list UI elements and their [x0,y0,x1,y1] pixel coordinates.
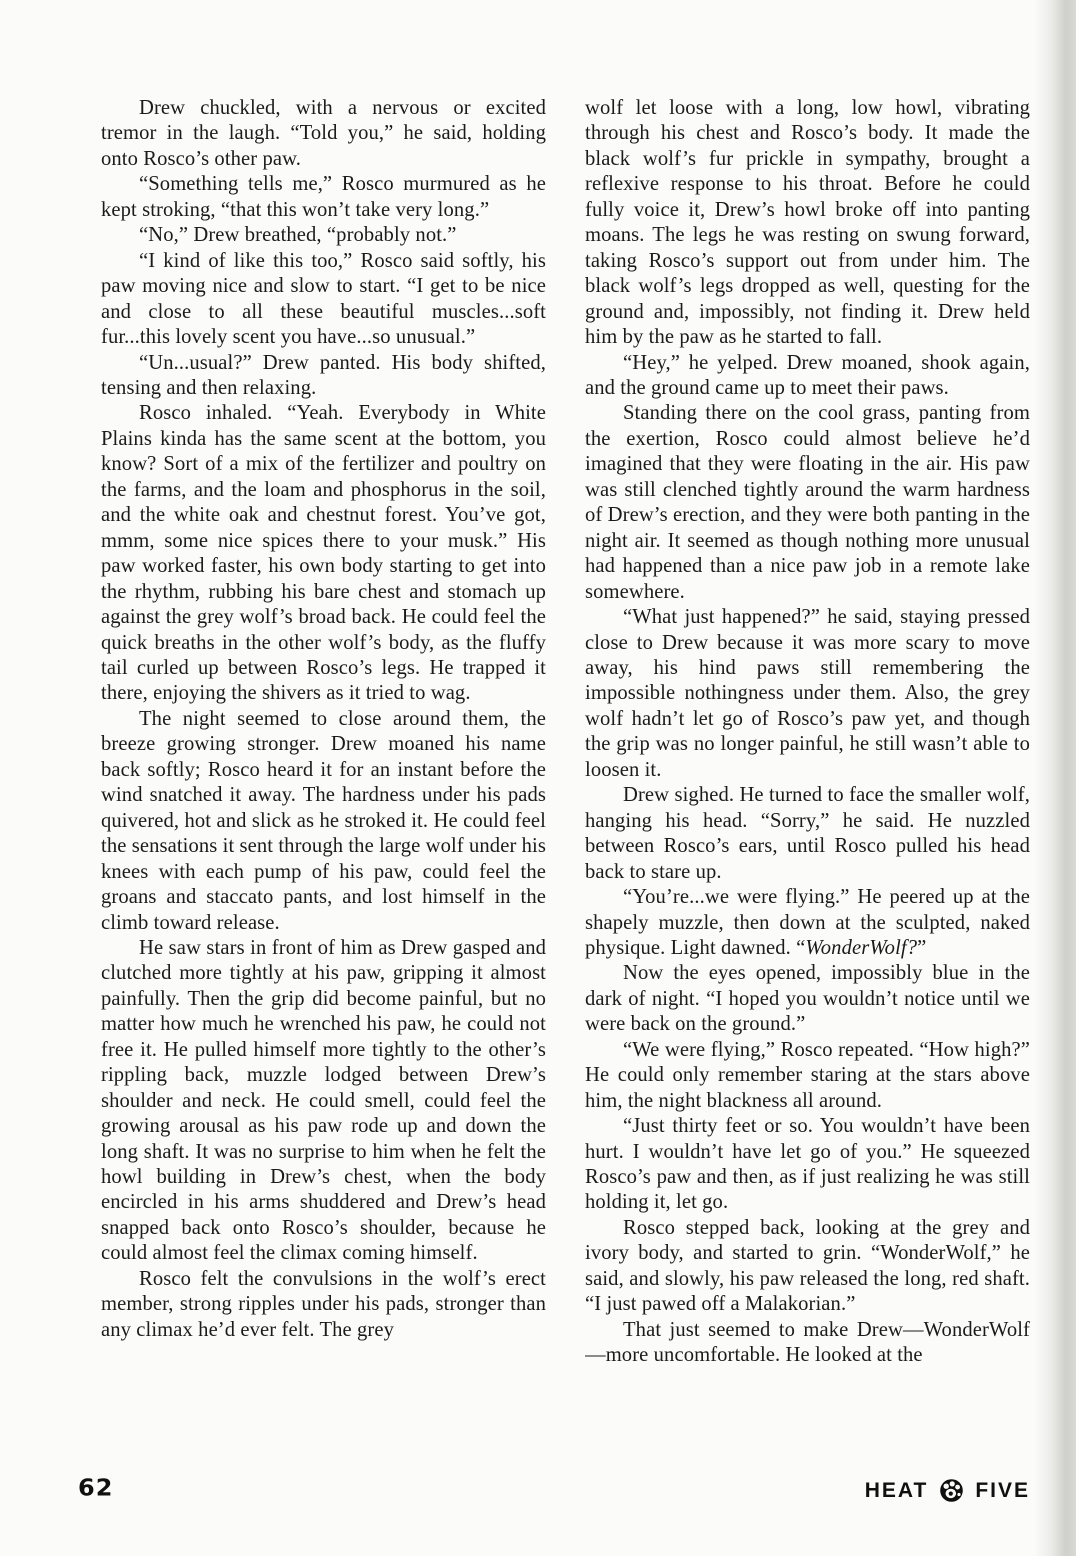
story-paragraph: “You’re...we were flying.” He peered up at the shapely muzzle, then down at the sculpted, naked physique. Light dawned. “WonderWolf?” [585,886,1030,959]
story-paragraph: “Something tells me,” Rosco murmured as he kept stroking, “that this won’t take very long.” [101,173,546,221]
page-edge-shadow [1034,0,1076,1556]
story-text [101,96,1030,1486]
story-paragraph: “Un...usual?” Drew panted. His body shifted, tensing and then relaxing. [101,351,546,399]
text-column-right [585,96,1030,1486]
text-column-left [101,96,546,1486]
publication-title: HEAT [864,1478,929,1502]
story-paragraph: Drew sighed. He turned to face the smaller wolf, hanging his head. “Sorry,” he said. He nuzzled between Rosco’s ears, until Rosco pulled his head back to stare up. [585,784,1030,883]
story-paragraph: Now the eyes opened, impossibly blue in the dark of night. “I hoped you wouldn’t notice until we were back on the ground.” [585,962,1030,1036]
page-number: 62 [78,1474,114,1502]
issue-label: FIVE [975,1478,1030,1502]
story-paragraph: “I kind of like this too,” Rosco said softly, his paw moving nice and slow to start. “I get to be nice and close to all these beautiful muscles...soft fur...this lovely scent you have...so unusual.” [101,249,546,349]
running-footer [865,1478,1030,1503]
story-paragraph: “What just happened?” he said, staying pressed close to Drew because it was more scary to move away, his hind paws still remembering the impossible nothingness under them. Also, the grey wolf hadn’t let go of Rosco’s paw yet, and though the grip was no longer painful, he still wasn’t able to loosen it. [585,606,1030,781]
story-paragraph: “Hey,” he yelped. Drew moaned, shook again, and the ground came up to meet their paws. [585,351,1030,399]
story-paragraph: “No,” Drew breathed, “probably not.” [139,224,457,247]
story-paragraph: Drew chuckled, with a nervous or excited tremor in the laugh. “Told you,” he said, holding onto Rosco’s other paw. [101,97,546,170]
page-footer [0,1472,1076,1516]
story-paragraph: That just seemed to make Drew—WonderWolf—more uncomfortable. He looked at the [585,1318,1030,1367]
story-paragraph: Standing there on the cool grass, panting from the exertion, Rosco could almost believe he’d imagined that they were floating in the air. His paw was still clenched tightly around the warm hardness of Drew’s erection, and they were both panting in the night air. It seemed as though nothing more unusual had happened than a nice paw job in a remote lake somewhere. [585,402,1030,603]
story-paragraph: Rosco felt the convulsions in the wolf’s erect member, strong ripples under his pads, stronger than any climax he’d ever felt. The grey [101,1267,546,1341]
story-paragraph: The night seemed to close around them, the breeze growing stronger. Drew moaned his name back softly; Rosco heard it for an instant before the wind snatched it away. The hardness under his pads quivered, hot and slick as he stroked it. He could feel the sensations it sent through the large wolf under his knees with each pump of his paw, could feel the groans and staccato pants, and lost himself in the climb toward release. [101,707,546,934]
story-paragraph: He saw stars in front of him as Drew gasped and clutched more tightly at his paw, gripping it almost painfully. Then the grip did become painful, but no matter how much he wrenched his paw, he could not free it. He pulled himself more tightly to the other’s rippling back, muzzle lodged between Drew’s shoulder and neck. He could smell, could feel the growing arousal as his paw rode up and down the long shaft. It was no surprise to him when he felt the howl building in Drew’s chest, when the body encircled in his arms shuddered and Drew’s head snapped back onto Rosco’s shoulder, because he could almost feel the climax coming himself. [101,936,546,1265]
story-paragraph: wolf let loose with a long, low howl, vibrating through his chest and Rosco’s body. It made the black wolf’s fur prickle in sympathy, brought a reflexive response to his throat. Before he could fully voice it, Drew’s howl broke off into panting moans. The legs he was resting on swung forward, taking Rosco’s support out from under him. The black wolf’s legs dropped as well, questing for the ground and, impossibly, not finding it. Drew held him by the paw as he started to fall. [585,97,1030,349]
story-paragraph: Rosco stepped back, looking at the grey and ivory body, and started to grin. “WonderWolf,” he said, and slowly, his paw released the long, red shaft. “I just pawed off a Malakorian.” [585,1216,1030,1316]
story-paragraph: Rosco inhaled. “Yeah. Everybody in White Plains kinda has the same scent at the bottom, you know? Sort of a mix of the fertilizer and poultry on the farms, and the loam and phosphorus in the soil, and the white oak and chestnut forest. You’ve got, mmm, some nice spices there to your musk.” His paw worked faster, his own body starting to get into the rhythm, rubbing his bare chest and stomach up against the grey wolf’s broad back. He could feel the quick breaths in the other wolf’s body, as the fluffy tail curled up between Rosco’s legs. He trapped it there, enjoying the shivers as it tried to wag. [101,402,546,705]
story-paragraph: “We were flying,” Rosco repeated. “How high?” He could only remember staring at the stars above him, the night blackness all around. [585,1038,1030,1112]
story-paragraph: “Just thirty feet or so. You wouldn’t have been hurt. I wouldn’t have let go of you.” He squeezed Rosco’s paw and then, as if just realizing he was still holding it, let go. [585,1115,1030,1214]
paw-print-icon [939,1478,964,1503]
